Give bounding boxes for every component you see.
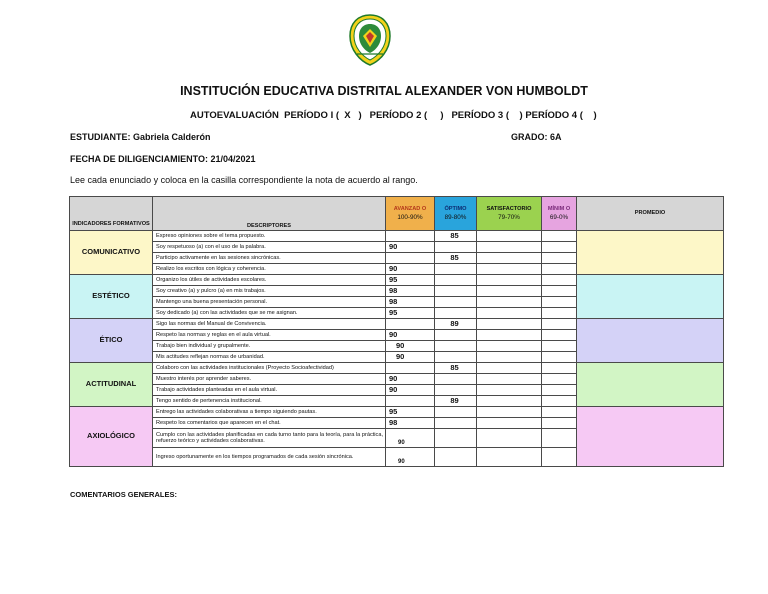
score-optimo[interactable]: 85 [435, 253, 477, 264]
score-satisfactorio[interactable] [477, 374, 542, 385]
score-avanzado[interactable]: 90 [386, 352, 435, 363]
table-row [70, 407, 724, 418]
descriptor-cell: Trabajo bien individual y grupalmente. [153, 341, 386, 352]
score-optimo[interactable] [435, 352, 477, 363]
header-minimo-label: MÍNIM O [547, 206, 571, 213]
header-optimo [435, 197, 477, 231]
score-satisfactorio[interactable] [477, 418, 542, 429]
score-satisfactorio[interactable] [477, 429, 542, 448]
score-avanzado[interactable]: 90 [386, 330, 435, 341]
score-satisfactorio[interactable] [477, 286, 542, 297]
header-avanzado-range: 100-90% [397, 213, 423, 221]
header-optimo-range: 89-80% [444, 213, 467, 221]
score-minimo[interactable] [542, 385, 577, 396]
institution-title: INSTITUCIÓN EDUCATIVA DISTRITAL ALEXANDER VON HUMBOLDT [180, 84, 588, 98]
descriptor-cell: Soy respetuoso (a) con el uso de la palabra. [153, 242, 386, 253]
score-optimo[interactable] [435, 407, 477, 418]
score-optimo[interactable] [435, 341, 477, 352]
instructions: Lee cada enunciado y coloca en la casilla correspondiente la nota de acuerdo al rango. [70, 175, 418, 185]
score-satisfactorio[interactable] [477, 330, 542, 341]
header-promedio: PROMEDIO [577, 197, 724, 231]
score-minimo[interactable] [542, 448, 577, 467]
score-satisfactorio[interactable] [477, 275, 542, 286]
score-satisfactorio[interactable] [477, 242, 542, 253]
period-selection: AUTOEVALUACIÓN PERÍODO I ( X ) PERÍODO 2 ( ) PERÍODO 3 ( ) PERÍODO 4 ( ) [190, 110, 597, 121]
score-optimo[interactable] [435, 275, 477, 286]
descriptor-cell: Ingreso oportunamente en los tiempos programados de cada sesión sincrónica. [153, 448, 386, 467]
score-satisfactorio[interactable] [477, 231, 542, 242]
fill-date: FECHA DE DILIGENCIAMIENTO: 21/04/2021 [70, 154, 256, 164]
score-optimo[interactable] [435, 385, 477, 396]
table-row [70, 363, 724, 374]
descriptor-cell: Tengo sentido de pertenencia institucional. [153, 396, 386, 407]
table-row [70, 231, 724, 242]
score-minimo[interactable] [542, 286, 577, 297]
header-avanzado-label: AVANZAD O [393, 206, 427, 213]
score-satisfactorio[interactable] [477, 448, 542, 467]
score-avanzado[interactable]: 90 [386, 385, 435, 396]
header-avanzado [386, 197, 435, 231]
promedio-cell[interactable] [577, 319, 724, 363]
score-optimo[interactable]: 85 [435, 363, 477, 374]
score-avanzado[interactable]: 90 [386, 448, 435, 467]
header-descriptores: DESCRIPTORES [153, 197, 386, 231]
score-minimo[interactable] [542, 275, 577, 286]
indicator-axiologico: AXIOLÓGICO [70, 407, 153, 467]
score-minimo[interactable] [542, 264, 577, 275]
descriptor-cell: Cumplo con las actividades planificadas en cada turno tanto para la teoría, para la práctica, refuerzo teórico y actividades colaborativas. [153, 429, 386, 448]
score-avanzado[interactable] [386, 396, 435, 407]
promedio-cell[interactable] [577, 231, 724, 275]
header-minimo-range: 69-0% [549, 213, 569, 221]
table-row [70, 275, 724, 286]
score-satisfactorio[interactable] [477, 341, 542, 352]
descriptor-cell: Sigo las normas del Manual de Convivencia. [153, 319, 386, 330]
score-minimo[interactable] [542, 429, 577, 448]
score-minimo[interactable] [542, 374, 577, 385]
score-satisfactorio[interactable] [477, 396, 542, 407]
header-satisfactorio [477, 197, 542, 231]
descriptor-cell: Muestro interés por aprender saberes. [153, 374, 386, 385]
score-minimo[interactable] [542, 253, 577, 264]
general-comments-label: COMENTARIOS GENERALES: [70, 490, 177, 499]
descriptor-cell: Participo activamente en las sesiones sincrónicas. [153, 253, 386, 264]
score-satisfactorio[interactable] [477, 407, 542, 418]
score-minimo[interactable] [542, 242, 577, 253]
descriptor-cell: Organizo los útiles de actividades escolares. [153, 275, 386, 286]
score-satisfactorio[interactable] [477, 319, 542, 330]
score-optimo[interactable] [435, 374, 477, 385]
score-minimo[interactable] [542, 352, 577, 363]
score-avanzado[interactable]: 95 [386, 308, 435, 319]
score-optimo[interactable] [435, 297, 477, 308]
score-optimo[interactable] [435, 418, 477, 429]
score-optimo[interactable] [435, 448, 477, 467]
school-crest-logo [349, 14, 391, 66]
header-satisfactorio-range: 79-70% [498, 213, 520, 221]
score-avanzado[interactable] [386, 231, 435, 242]
score-avanzado[interactable] [386, 253, 435, 264]
score-satisfactorio[interactable] [477, 264, 542, 275]
promedio-cell[interactable] [577, 275, 724, 319]
score-minimo[interactable] [542, 407, 577, 418]
score-satisfactorio[interactable] [477, 308, 542, 319]
indicator-comunicativo: COMUNICATIVO [70, 231, 153, 275]
header-minimo [542, 197, 577, 231]
score-avanzado[interactable]: 90 [386, 374, 435, 385]
descriptor-cell: Respeto los comentarios que aparecen en el chat. [153, 418, 386, 429]
score-avanzado[interactable]: 90 [386, 242, 435, 253]
score-avanzado[interactable]: 98 [386, 286, 435, 297]
descriptor-cell: Entrego las actividades colaborativas a tiempo siguiendo pautas. [153, 407, 386, 418]
header-satisfactorio-label: SATISFACTORIO [486, 206, 532, 213]
score-avanzado[interactable]: 95 [386, 407, 435, 418]
score-avanzado[interactable] [386, 319, 435, 330]
score-avanzado[interactable]: 90 [386, 429, 435, 448]
header-indicadores: INDICADORES FORMATIVOS [70, 197, 153, 231]
score-minimo[interactable] [542, 330, 577, 341]
score-optimo[interactable] [435, 429, 477, 448]
score-minimo[interactable] [542, 396, 577, 407]
table-header-row [70, 197, 724, 231]
score-avanzado[interactable] [386, 363, 435, 374]
score-minimo[interactable] [542, 363, 577, 374]
score-minimo[interactable] [542, 341, 577, 352]
promedio-cell[interactable] [577, 363, 724, 407]
descriptor-cell: Respeto las normas y reglas en el aula virtual. [153, 330, 386, 341]
score-optimo[interactable] [435, 308, 477, 319]
descriptor-cell: Realizo los escritos con lógica y coherencia. [153, 264, 386, 275]
promedio-cell[interactable] [577, 407, 724, 467]
score-satisfactorio[interactable] [477, 352, 542, 363]
score-satisfactorio[interactable] [477, 385, 542, 396]
descriptor-cell: Soy creativo (a) y pulcro (a) en mis trabajos. [153, 286, 386, 297]
score-satisfactorio[interactable] [477, 297, 542, 308]
grade-label: GRADO: 6A [511, 132, 562, 142]
score-avanzado[interactable]: 95 [386, 275, 435, 286]
table-row [70, 319, 724, 330]
descriptor-cell: Mis actitudes reflejan normas de urbanidad. [153, 352, 386, 363]
descriptor-cell: Soy dedicado (a) con las actividades que se me asignan. [153, 308, 386, 319]
self-evaluation-table [69, 196, 724, 467]
score-optimo[interactable] [435, 242, 477, 253]
score-optimo[interactable] [435, 330, 477, 341]
score-optimo[interactable] [435, 264, 477, 275]
score-avanzado[interactable]: 90 [386, 341, 435, 352]
score-optimo[interactable]: 85 [435, 231, 477, 242]
score-optimo[interactable] [435, 286, 477, 297]
score-minimo[interactable] [542, 231, 577, 242]
student-name: ESTUDIANTE: Gabriela Calderón [70, 132, 211, 142]
descriptor-cell: Expreso opiniones sobre el tema propuesto. [153, 231, 386, 242]
descriptor-cell: Trabajo actividades planteadas en el aula virtual. [153, 385, 386, 396]
score-optimo[interactable]: 89 [435, 396, 477, 407]
score-minimo[interactable] [542, 297, 577, 308]
score-avanzado[interactable]: 90 [386, 264, 435, 275]
header-optimo-label: ÓPTIMO [444, 206, 467, 213]
descriptor-cell: Mantengo una buena presentación personal. [153, 297, 386, 308]
indicator-estetico: ESTÉTICO [70, 275, 153, 319]
score-optimo[interactable]: 89 [435, 319, 477, 330]
score-avanzado[interactable]: 98 [386, 297, 435, 308]
indicator-actitudinal: ACTITUDINAL [70, 363, 153, 407]
score-minimo[interactable] [542, 319, 577, 330]
score-satisfactorio[interactable] [477, 363, 542, 374]
score-satisfactorio[interactable] [477, 253, 542, 264]
score-avanzado[interactable]: 98 [386, 418, 435, 429]
score-minimo[interactable] [542, 308, 577, 319]
indicator-etico: ÉTICO [70, 319, 153, 363]
descriptor-cell: Colaboro con las actividades institucionales (Proyecto Socioafectividad) [153, 363, 386, 374]
score-minimo[interactable] [542, 418, 577, 429]
